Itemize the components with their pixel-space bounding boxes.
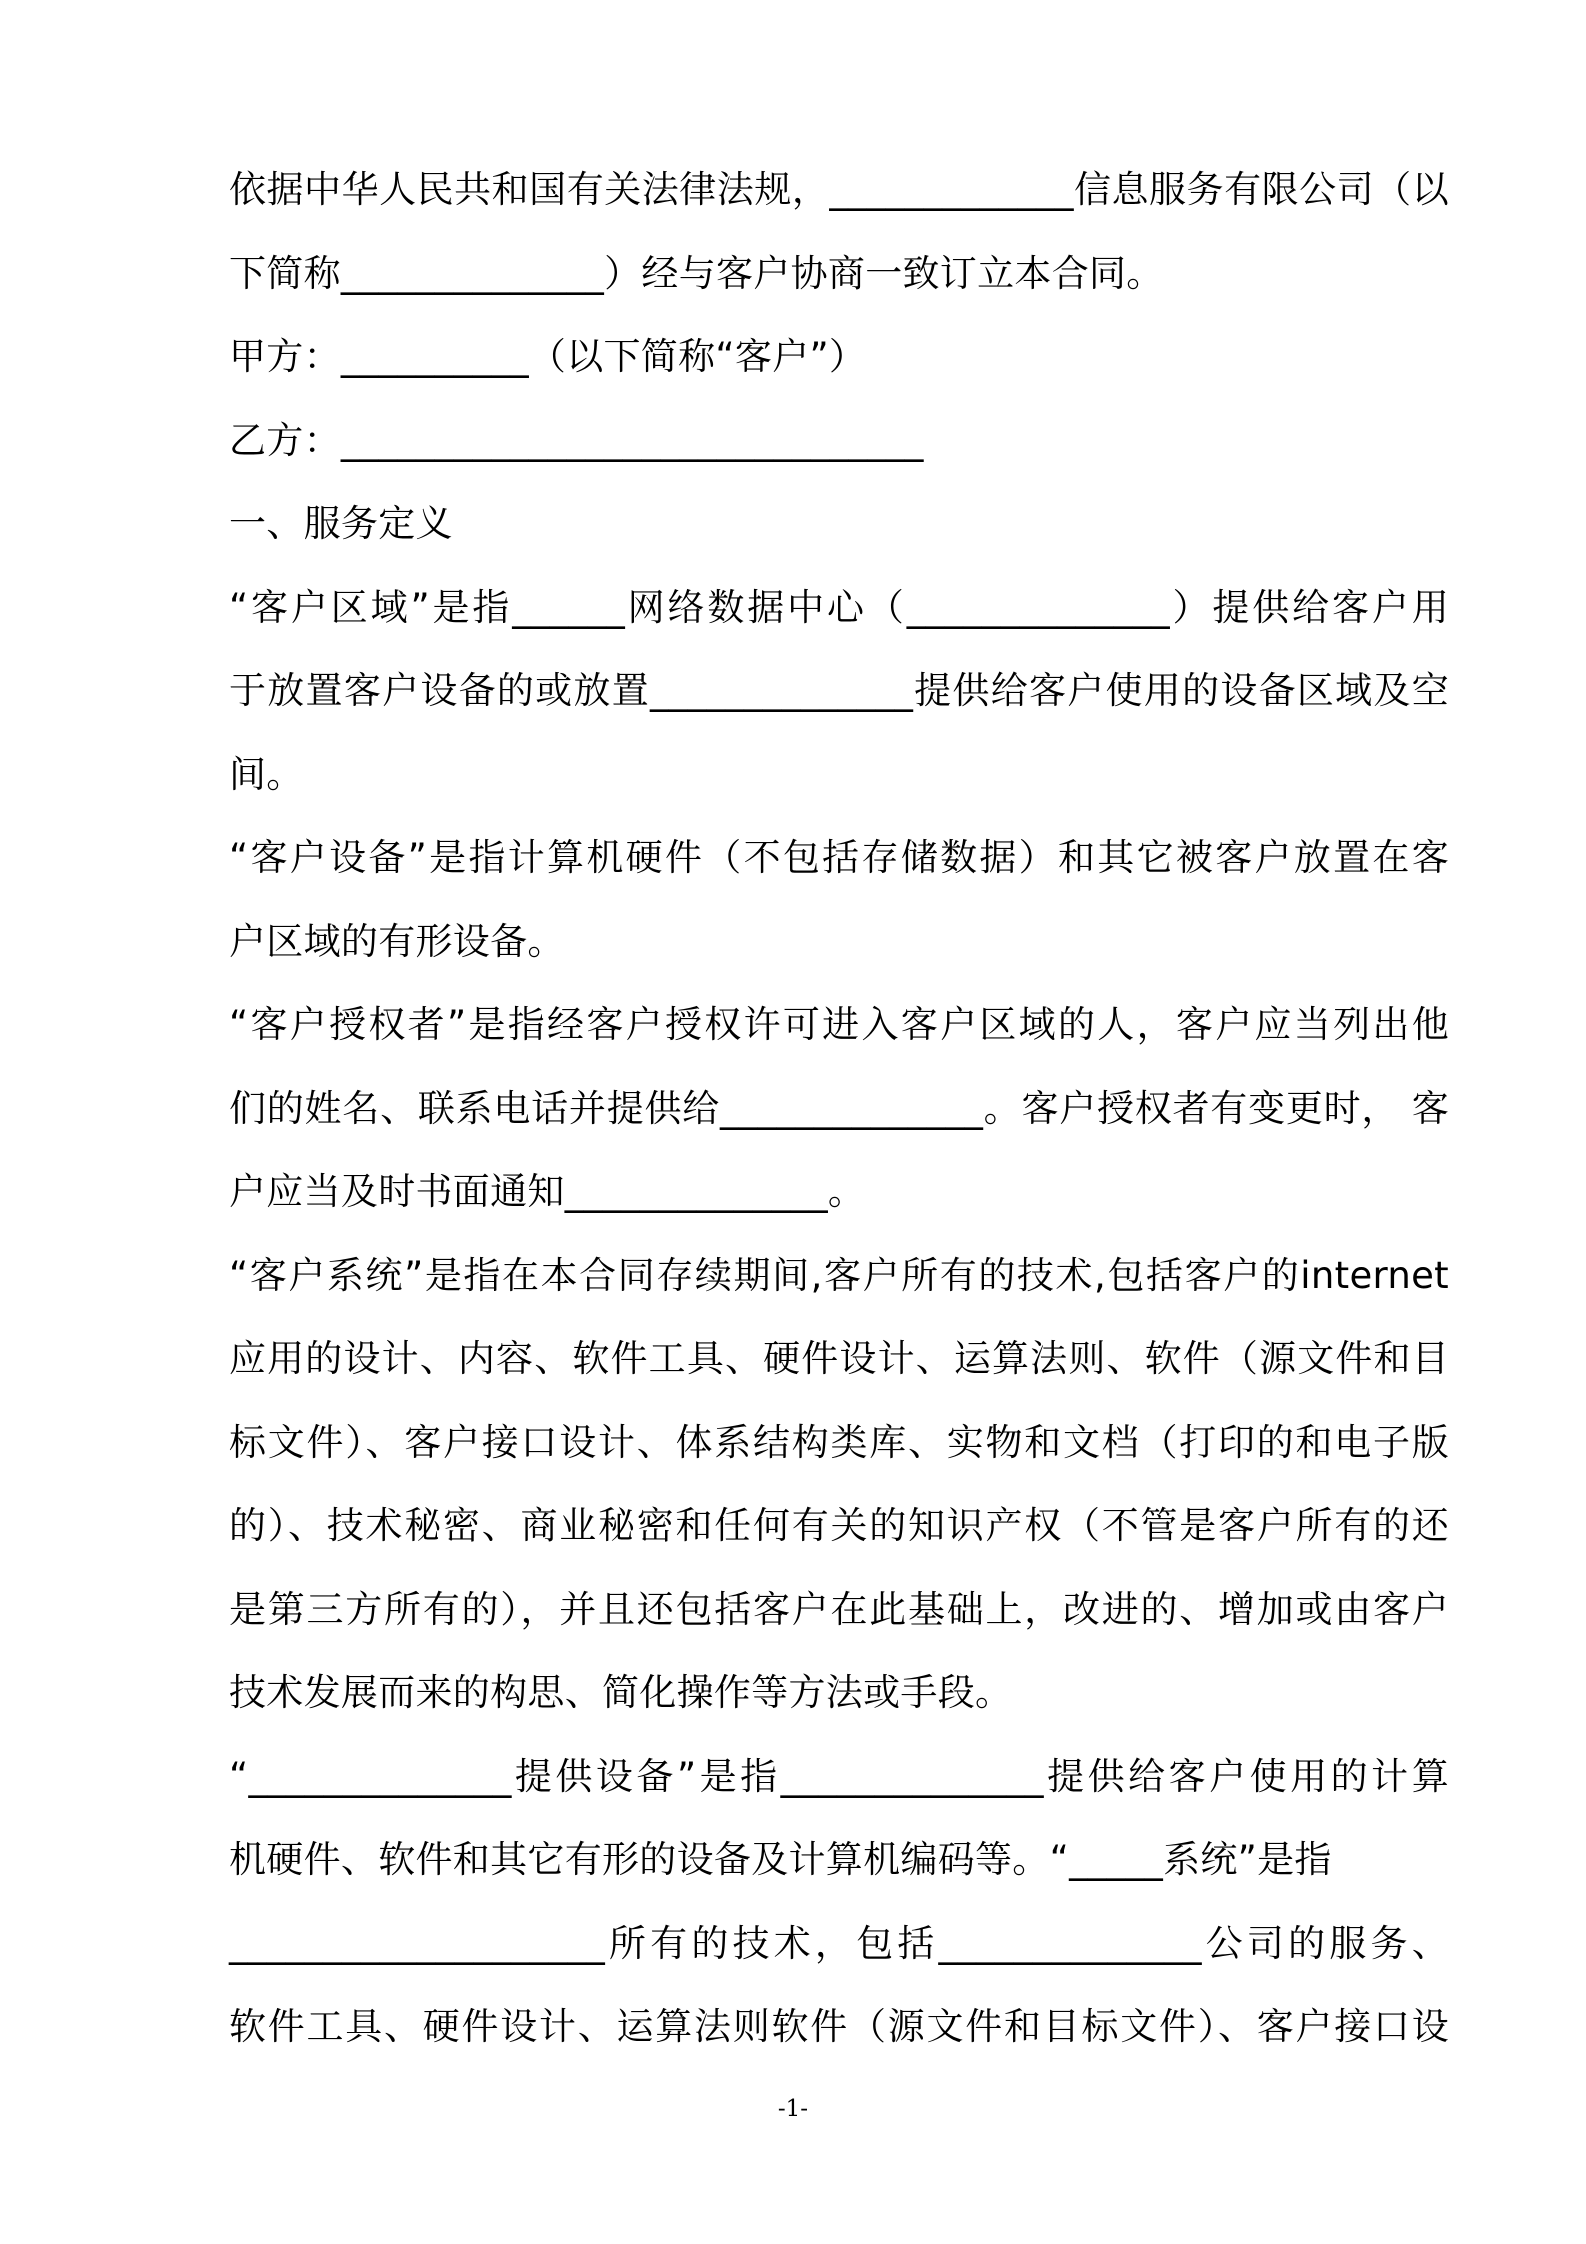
text-line-20: “______________提供设备”是指______________提供给客户使用的计算 (229, 1754, 1449, 1798)
text-line-7: 于放置客户设备的或放置______________提供给客户使用的设备区域及空 (229, 669, 1449, 712)
party-a-line: 甲方：__________（以下简称“客户”） (229, 335, 867, 378)
text-line-19: 技术发展而来的构思、简化操作等方法或手段。 (229, 1671, 1013, 1714)
text-line-2: 下简称______________）经与客户协商一致订立本合同。 (229, 251, 1164, 295)
text-line-9: “客户设备”是指计算机硬件（不包括存储数据）和其它被客户放置在客 (229, 836, 1449, 879)
text-line-23: 软件工具、硬件设计、运算法则软件（源文件和目标文件）、客户接口设 (229, 2005, 1449, 2048)
text-line-14: “客户系统”是指在本合同存续期间,客户所有的技术,包括客户的internet (229, 1253, 1449, 1297)
contract-body (229, 148, 1449, 2069)
text-line-13: 户应当及时书面通知______________。 (229, 1170, 866, 1213)
text-line-10: 户区域的有形设备。 (229, 919, 565, 963)
section-heading: 一、服务定义 (229, 502, 453, 545)
text-line-17: 的）、技术秘密、商业秘密和任何有关的知识产权（不管是客户所有的还 (229, 1504, 1449, 1547)
text-line-1: 依据中华人民共和国有关法律法规，_____________信息服务有限公司（以 (229, 168, 1449, 211)
page-number: -1- (777, 2096, 809, 2122)
text-line-16: 标文件）、客户接口设计、体系结构类库、实物和文档（打印的和电子版 (229, 1420, 1449, 1464)
text-line-21: 机硬件、软件和其它有形的设备及计算机编码等。“_____系统”是指 (229, 1838, 1332, 1881)
text-line-22: ____________________所有的技术，包括______________公司的服务、 (229, 1921, 1449, 1965)
text-line-11: “客户授权者”是指经客户授权许可进入客户区域的人，客户应当列出他 (229, 1003, 1449, 1046)
text-line-8: 间。 (229, 752, 304, 796)
party-b-line: 乙方：_______________________________ (229, 418, 924, 462)
text-line-12: 们的姓名、联系电话并提供给______________。客户授权者有变更时， 客 (229, 1086, 1449, 1130)
text-line-15: 应用的设计、内容、软件工具、硬件设计、运算法则、软件（源文件和目 (229, 1337, 1449, 1380)
text-line-6: “客户区域”是指______网络数据中心（______________）提供给客户用 (229, 585, 1449, 629)
text-line-18: 是第三方所有的），并且还包括客户在此基础上，改进的、增加或由客户 (229, 1587, 1449, 1631)
